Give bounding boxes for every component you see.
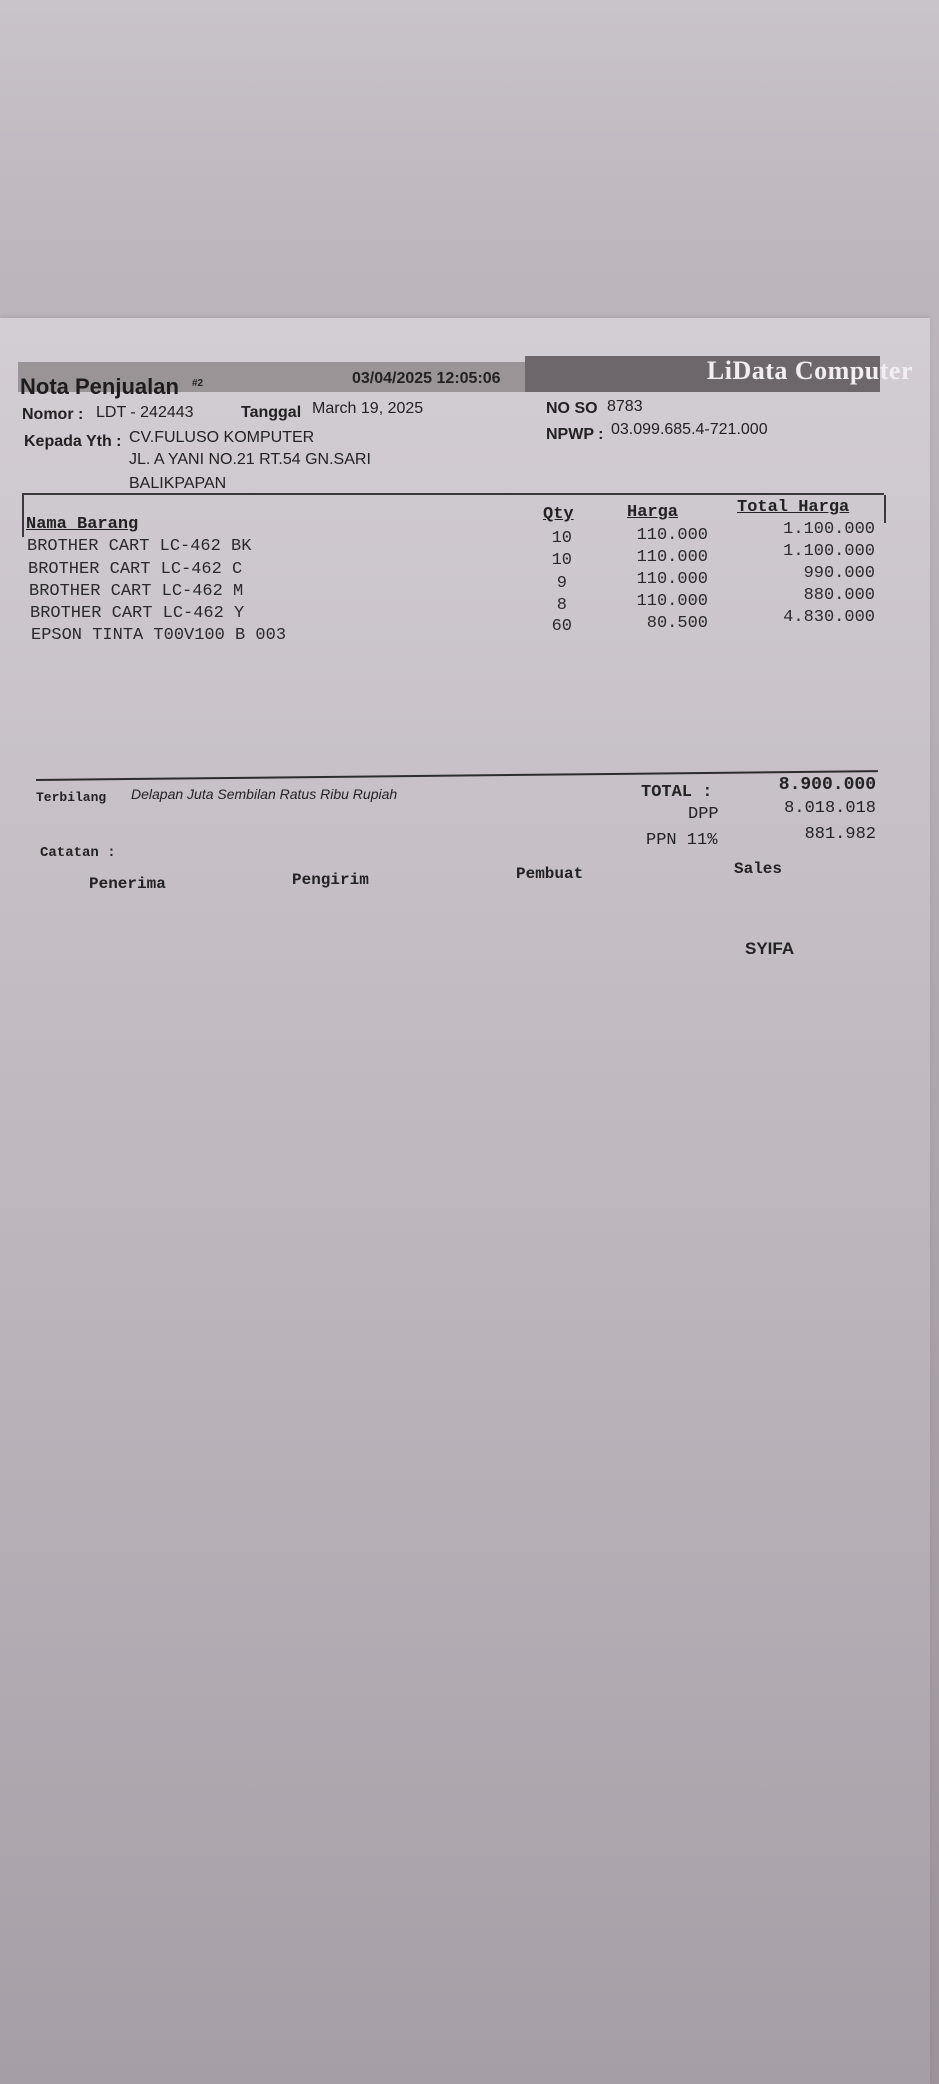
item-qty: 10 [551,551,572,570]
item-price: 110.000 [636,570,708,589]
customer-address-1: JL. A YANI NO.21 RT.54 GN.SARI [129,451,371,468]
dpp-value: 8.018.018 [784,799,876,818]
tanggal-label: Tanggal [241,404,302,421]
item-total: 1.100.000 [783,520,875,539]
sales-name: SYIFA [745,939,795,958]
item-total: 1.100.000 [783,542,875,561]
item-price: 110.000 [636,526,708,545]
document-title: Nota Penjualan [20,374,179,399]
item-qty: 9 [556,574,567,593]
item-qty: 10 [551,529,572,548]
item-price: 110.000 [636,548,708,567]
th-nama-barang: Nama Barang [26,515,139,534]
item-name: EPSON TINTA T00V100 B 003 [31,626,287,645]
table-header-edge [884,495,886,523]
nomor-label: Nomor : [22,406,84,423]
npwp-value: 03.099.685.4-721.000 [611,421,768,438]
customer-name: CV.FULUSO KOMPUTER [129,429,315,446]
npwp-label: NPWP : [546,426,604,443]
item-price: 80.500 [646,614,708,633]
terbilang-value: Delapan Juta Sembilan Ratus Ribu Rupiah [131,786,398,802]
dpp-label: DPP [688,805,719,824]
th-total-harga: Total Harga [737,498,850,517]
total-value: 8.900.000 [778,775,876,795]
customer-address-2: BALIKPAPAN [129,475,227,492]
item-price: 110.000 [636,592,708,611]
noso-label: NO SO [546,400,598,417]
th-qty: Qty [543,505,574,524]
print-datetime: 03/04/2025 12:05:06 [352,370,501,387]
item-name: BROTHER CART LC-462 M [29,582,244,601]
total-label: TOTAL : [641,783,713,802]
ppn-value: 881.982 [804,825,876,844]
noso-value: 8783 [607,398,643,415]
tanggal-value: March 19, 2025 [312,400,424,417]
copy-mark: #2 [192,378,204,389]
catatan-label: Catatan : [40,845,116,861]
item-total: 990.000 [803,564,875,583]
signature-sales: Sales [734,860,783,878]
th-harga: Harga [627,503,679,522]
signature-pembuat: Pembuat [516,865,584,883]
kepada-label: Kepada Yth : [24,433,122,450]
item-total: 4.830.000 [783,608,875,627]
brand-logo: LiData Computer [706,356,913,385]
ppn-label: PPN 11% [646,831,718,850]
item-qty: 8 [556,596,567,615]
item-name: BROTHER CART LC-462 C [28,560,243,579]
terbilang-label: Terbilang [36,790,107,805]
item-name: BROTHER CART LC-462 Y [30,604,245,623]
signature-pengirim: Pengirim [292,871,369,889]
signature-penerima: Penerima [89,875,166,893]
item-qty: 60 [551,617,572,636]
item-name: BROTHER CART LC-462 BK [27,537,252,556]
item-total: 880.000 [803,586,875,605]
nomor-value: LDT - 242443 [96,404,194,421]
